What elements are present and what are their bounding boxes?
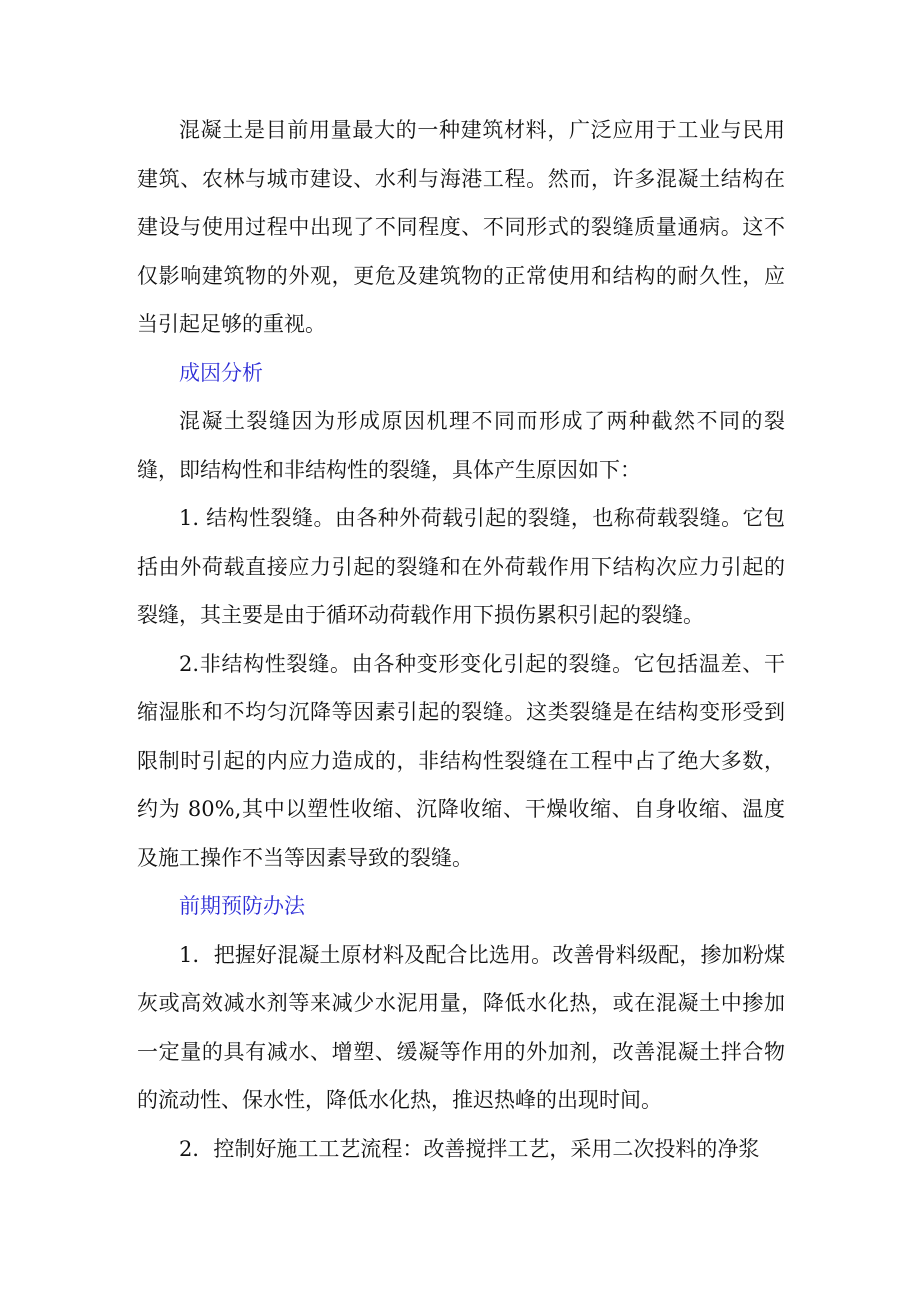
intro-paragraph: 混凝土是目前用量最大的一种建筑材料，广泛应用于工业与民用建筑、农林与城市建设、水利与海港工程。然而，许多混凝土结构在建设与使用过程中出现了不同程度、不同形式的裂缝质量通病。这不仅影响建筑物的外观，更危及建筑物的正常使用和结构的耐久性，应当引起足够的重视。 — [137, 118, 785, 336]
non-structural-crack-paragraph: 2.非结构性裂缝。由各种变形变化引起的裂缝。它包括温差、干缩湿胀和不均匀沉降等因素引起的裂缝。这类裂缝是在结构变形受到限制时引起的内应力造成的，非结构性裂缝在工程中占了绝大多数，约为 80%,其中以塑性收缩、沉降收缩、干燥收缩、自身收缩、温度及施工操作不当等因素导致的裂缝。 — [137, 651, 785, 870]
section-heading-cause-analysis: 成因分析 — [179, 360, 263, 385]
prevention-item-2-paragraph: 2．控制好施工工艺流程：改善搅拌工艺，采用二次投料的净浆 — [179, 1136, 760, 1161]
structural-crack-paragraph: 1. 结构性裂缝。由各种外荷载引起的裂缝，也称荷载裂缝。它包括由外荷载直接应力引起的裂缝和在外荷载作用下结构次应力引起的裂缝，其主要是由于循环动荷载作用下损伤累积引起的裂缝。 — [137, 506, 785, 627]
section-heading-prevention: 前期预防办法 — [179, 894, 305, 918]
prevention-item-1-paragraph: 1．把握好混凝土原材料及配合比选用。改善骨料级配，掺加粉煤灰或高效减水剂等来减少水泥用量，降低水化热，或在混凝土中掺加一定量的具有减水、增塑、缓凝等作用的外加剂，改善混凝土拌合物的流动性、保水性，降低水化热，推迟热峰的出现时间。 — [137, 942, 785, 1112]
cause-intro-paragraph: 混凝土裂缝因为形成原因机理不同而形成了两种截然不同的裂缝，即结构性和非结构性的裂缝，具体产生原因如下： — [137, 409, 785, 482]
document-body — [137, 106, 785, 1173]
